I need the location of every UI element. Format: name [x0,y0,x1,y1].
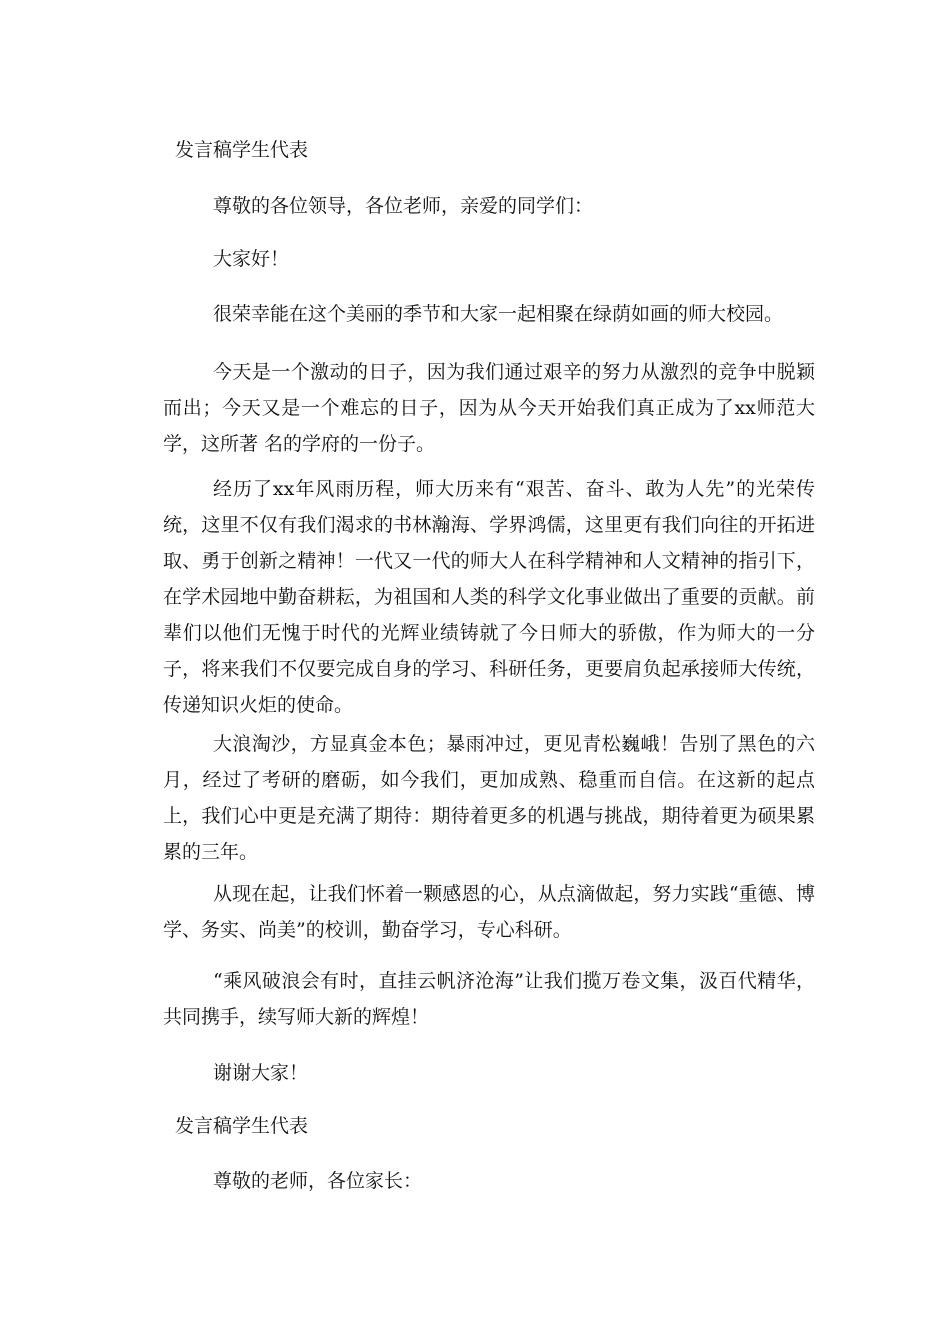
paragraph-5: 从现在起，让我们怀着一颗感恩的心，从点滴做起，努力实践“重德、博学、务实、尚美”的校训，勤奋学习，专心科研。 [163,883,815,941]
greeting-hello: 大家好！ [213,248,290,270]
paragraph-4: 大浪淘沙，方显真金本色；暴雨冲过，更见青松巍峨！告别了黑色的六月，经过了考研的磨砺，如今我们，更加成熟、稳重而自信。在这新的起点上，我们心中更是充满了期待：期待着更多的机遇与挑战，期待着更为硕果累累的三年。 [163,733,815,863]
paragraph-2: 今天是一个激动的日子，因为我们通过艰辛的努力从激烈的竞争中脱颖而出；今天又是一个难忘的日子，因为从今天开始我们真正成为了xx师范大学，这所著 名的学府的一份子。 [163,361,815,455]
salutation: 尊敬的各位领导，各位老师，亲爱的同学们： [213,195,594,217]
document-title: 发言稿学生代表 [175,139,309,161]
paragraph-1: 很荣幸能在这个美丽的季节和大家一起相聚在绿荫如画的师大校园。 [213,303,784,325]
salutation-2: 尊敬的老师，各位家长： [213,1170,423,1192]
closing-thanks: 谢谢大家！ [213,1062,309,1084]
paragraph-3: 经历了xx年风雨历程，师大历来有“艰苦、奋斗、敢为人先”的光荣传统，这里不仅有我们渴求的书林瀚海、学界鸿儒，这里更有我们向往的开拓进取、勇于创新之精神！一代又一代的师大人在科学精神和人文精神的指引下，在学术园地中勤奋耕耘，为祖国和人类的科学文化事业做出了重要的贡献。前辈们以他们无愧于时代的光辉业绩铸就了今日师大的骄傲，作为师大的一分子，将来我们不仅要完成自身的学习、科研任务，更要肩负起承接师大传统，传递知识火炬的使命。 [163,478,815,716]
document-title-2: 发言稿学生代表 [175,1115,309,1137]
paragraph-6: “乘风破浪会有时，直挂云帆济沧海”让我们揽万卷文集，汲百代精华，共同携手，续写师大新的辉煌！ [163,970,815,1028]
